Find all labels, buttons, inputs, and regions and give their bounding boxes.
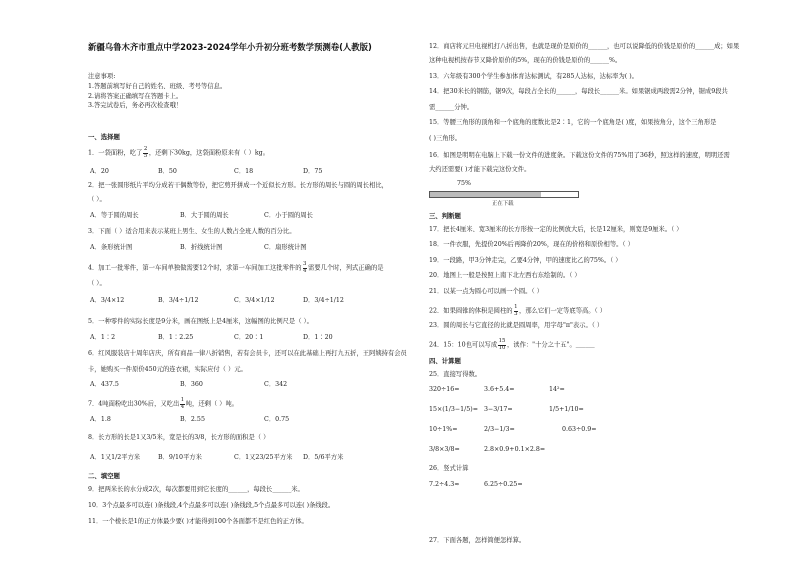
q3-option-c[interactable]: C．扇形统计图 <box>264 244 307 251</box>
q5-option-a[interactable]: A．1∶2 <box>90 334 116 341</box>
question-22 <box>429 305 606 317</box>
question-24 <box>429 339 595 351</box>
notice-item: 2.请将答案正确填写在答题卡上。 <box>88 93 183 100</box>
question-16-cont: 大约还需要( )才能下载完这份文件。 <box>429 166 531 173</box>
calc-item: 3/8×3/8= <box>429 446 460 453</box>
page-title: 新疆乌鲁木齐市重点中学2023-2024学年小升初分班考数学预测卷(人教版) <box>88 42 372 52</box>
progress-label: 75% <box>457 180 471 187</box>
q8-option-a[interactable]: A．1又1/2平方米 <box>90 454 141 461</box>
question-19: 19．一段路，甲3分钟走完，乙要4分钟，甲的速度比乙的75%。（ ） <box>429 257 622 264</box>
question-7 <box>88 398 238 410</box>
notice-heading: 注意事项: <box>88 73 116 80</box>
question-23: 23．圆的周长与它直径的比就是圆周率，用字母"π"表示。（ ） <box>429 322 604 329</box>
q2-option-a[interactable]: A．等于圆的周长 <box>90 212 139 219</box>
q4-option-d[interactable]: D．3/4÷1/12 <box>303 297 344 304</box>
q4-stem-end: 需要几个时，列式正确的是 <box>307 264 384 272</box>
q7-stem-end: 吨，还剩（ ）吨。 <box>185 400 239 408</box>
question-4 <box>88 262 384 274</box>
section-calc: 四、计算题 <box>429 357 461 365</box>
question-14-cont: 需______分钟。 <box>429 104 474 111</box>
calc-item: 3−3/17= <box>484 406 513 413</box>
calc-item: 0.63÷0.9= <box>562 426 597 433</box>
question-4-cont: （ ）。 <box>88 280 106 287</box>
section-fill: 二、填空题 <box>88 472 120 480</box>
section-choice: 一、选择题 <box>88 133 120 141</box>
question-2: 2．把一张圆形纸片平均分成若干偶数等份，把它剪开拼成一个近似长方形。长方形的周长与圆的周长相比， <box>88 182 388 189</box>
question-26: 26．竖式计算 <box>429 465 469 472</box>
calc-item: 14²= <box>549 386 565 393</box>
question-1 <box>88 147 269 159</box>
q22-stem: 22．如果圆锥的体积是圆柱的 <box>429 307 513 315</box>
question-3: 3．下面（ ）适合用来表示某班上男生、女生的人数占全班人数的百分比。 <box>88 228 296 235</box>
question-15: 15．等腰三角形的顶角和一个底角的度数比是2∶1，它的一个底角是( )度，如果按角分，这个三角形是 <box>429 119 717 126</box>
calc-item: 320÷16= <box>429 386 460 393</box>
q8-option-c[interactable]: C．1又23/25平方米 <box>234 454 293 461</box>
q5-option-d[interactable]: D．1∶20 <box>303 334 333 341</box>
question-8: 8．长方形的长是1又3/5米，宽是长的3/8，长方形的面积是（ ） <box>88 434 270 441</box>
question-9: 9．把两米长的水分成2次，每次都要用到它长度的______，每段长______米。 <box>88 486 304 493</box>
q7-option-c[interactable]: C．0.75 <box>264 416 290 423</box>
q5-option-c[interactable]: C．20∶1 <box>234 334 264 341</box>
q22-fraction: $\frac{1}{3}$ <box>514 304 518 317</box>
calc-item: 3.6+5.4= <box>484 386 515 393</box>
calc-item: 10÷1%= <box>429 426 458 433</box>
section-judge: 三、判断题 <box>429 212 461 220</box>
q6-option-c[interactable]: C．342 <box>264 381 288 388</box>
question-25: 25．直接写得数。 <box>429 371 482 378</box>
question-12: 12．商店将元旦电视机打八折出售，也就是现价是原价的______，也可以说降低的价钱是原价的______成；如果 <box>429 43 740 50</box>
q2-option-b[interactable]: B．大于圆的周长 <box>180 212 229 219</box>
question-16: 16．如图是明明在电脑上下载一份文件的进度条。下载这份文件的75%用了36秒，照这样的速度，明明还需 <box>429 152 730 159</box>
question-11: 11．一个棱长是1的正方体最少要( )才能得到100个各面都不是红色的正方体。 <box>88 518 308 525</box>
question-14: 14．把30米长的钢筋，锯9次，每段占全长的______，每段长______米。如果锯成两段需2分钟，锯成9段共 <box>429 88 728 95</box>
download-progress-fill <box>430 192 541 197</box>
question-20: 20．地图上一般是按照上南下北左西右东绘制的。（ ） <box>429 272 581 279</box>
q3-option-b[interactable]: B．折线统计图 <box>180 244 223 251</box>
q3-option-a[interactable]: A．条形统计图 <box>90 244 133 251</box>
calc-item: 2.8×0.9+0.1×2.8= <box>484 446 546 453</box>
question-6: 6．红风服装店十周年店庆，所有商品一律八折销售，若有会员卡，还可以在此基础上再打九五折，王阿姨持有会员 <box>88 350 407 357</box>
q6-option-a[interactable]: A．437.5 <box>90 381 119 388</box>
q2-option-c[interactable]: C．小于圆的周长 <box>264 212 313 219</box>
q4-fraction: $\frac{3}{4}$ <box>303 261 307 274</box>
q4-stem: 4．加工一批零件，第一车间单独做需要12个时，求第一车间加工这批零件的 <box>88 264 302 272</box>
question-12-cont: 这种电视机按春节又降价原价的5%，现在的价钱是原价的______%。 <box>429 57 622 64</box>
question-13: 13．六年级有300个学生参加体育达标测试，有285人达标，达标率为( )。 <box>429 73 638 80</box>
q1-option-d[interactable]: D．75 <box>303 168 323 175</box>
q1-option-b[interactable]: B．50 <box>158 168 177 175</box>
progress-caption: 正在下载 <box>492 201 514 207</box>
q5-option-b[interactable]: B．1∶2.25 <box>158 334 194 341</box>
notice-item: 1.答题前填写好自己的姓名、班级、考号等信息。 <box>88 83 227 90</box>
question-18: 18．一件衣服，先提价20%后再降价20%，现在的价格和原价相等。（ ） <box>429 241 634 248</box>
question-15-cont: ( )三角形。 <box>429 135 462 142</box>
question-5: 5．一种零件的实际长度是9分米，画在图纸上是4厘米，这幅图的比例尺是（ ）。 <box>88 318 313 325</box>
q4-option-a[interactable]: A．3/4×12 <box>90 297 125 304</box>
calc-item: 6.25÷0.25= <box>484 481 523 488</box>
question-10: 10．3个点最多可以连( )条线段,4个点最多可以连( )条线段,5个点最多可以连( )条线段。 <box>88 502 335 509</box>
question-27: 27．下面各题，怎样简便怎样算。 <box>429 537 526 544</box>
notice-item: 3.答完试卷后，务必再次检查哦！ <box>88 102 183 109</box>
q7-option-a[interactable]: A．1.8 <box>90 416 111 423</box>
calc-item: 15×(1/3−1/5)= <box>429 406 479 413</box>
q7-fraction: $\frac{1}{4}$ <box>180 397 185 410</box>
q24-stem-end: ，读作："十分之十五"。______ <box>506 341 595 349</box>
q1-option-a[interactable]: A．20 <box>90 168 109 175</box>
calc-item: 2/3−1/3= <box>484 426 515 433</box>
q1-stem-end: ，还剩下30kg，这袋面粉原来有（ ）kg。 <box>148 149 269 157</box>
q24-stem: 24．15：10也可以写成 <box>429 341 498 349</box>
calc-item: 1/5+1/10= <box>549 406 584 413</box>
q4-option-c[interactable]: C．3/4×1/12 <box>234 297 275 304</box>
question-21: 21．以某一点为圆心可以画一个圆。（ ） <box>429 288 543 295</box>
download-progress-bar <box>429 191 579 198</box>
q8-option-d[interactable]: D．5/6平方米 <box>303 454 344 461</box>
q24-fraction: $\frac{15}{10}$ <box>498 338 506 351</box>
question-6-cont: 卡，她购买一件原价450元的连衣裙，实际应付（ ）元。 <box>88 366 247 373</box>
question-2-cont: （ ）。 <box>88 196 106 203</box>
q4-option-b[interactable]: B．3/4÷1/12 <box>158 297 199 304</box>
question-17: 17．把长4厘米、宽3厘米的长方形按一定的比例放大后，长是12厘米，则宽是9厘米。（ ） <box>429 226 683 233</box>
calc-item: 7.2÷4.3≈ <box>429 481 460 488</box>
q7-stem: 7．4吨面粉吃出30%后，又吃出 <box>88 400 180 408</box>
q1-fraction: $\frac{2}{5}$ <box>143 146 148 159</box>
q6-option-b[interactable]: B．360 <box>180 381 203 388</box>
q22-stem-end: ，那么它们一定等底等高。（ ） <box>519 307 607 315</box>
q8-option-b[interactable]: B．9/10平方米 <box>158 454 202 461</box>
q7-option-b[interactable]: B．2.55 <box>180 416 205 423</box>
q1-option-c[interactable]: C．18 <box>234 168 254 175</box>
q1-stem: 1．一袋面粉，吃了 <box>88 149 143 157</box>
